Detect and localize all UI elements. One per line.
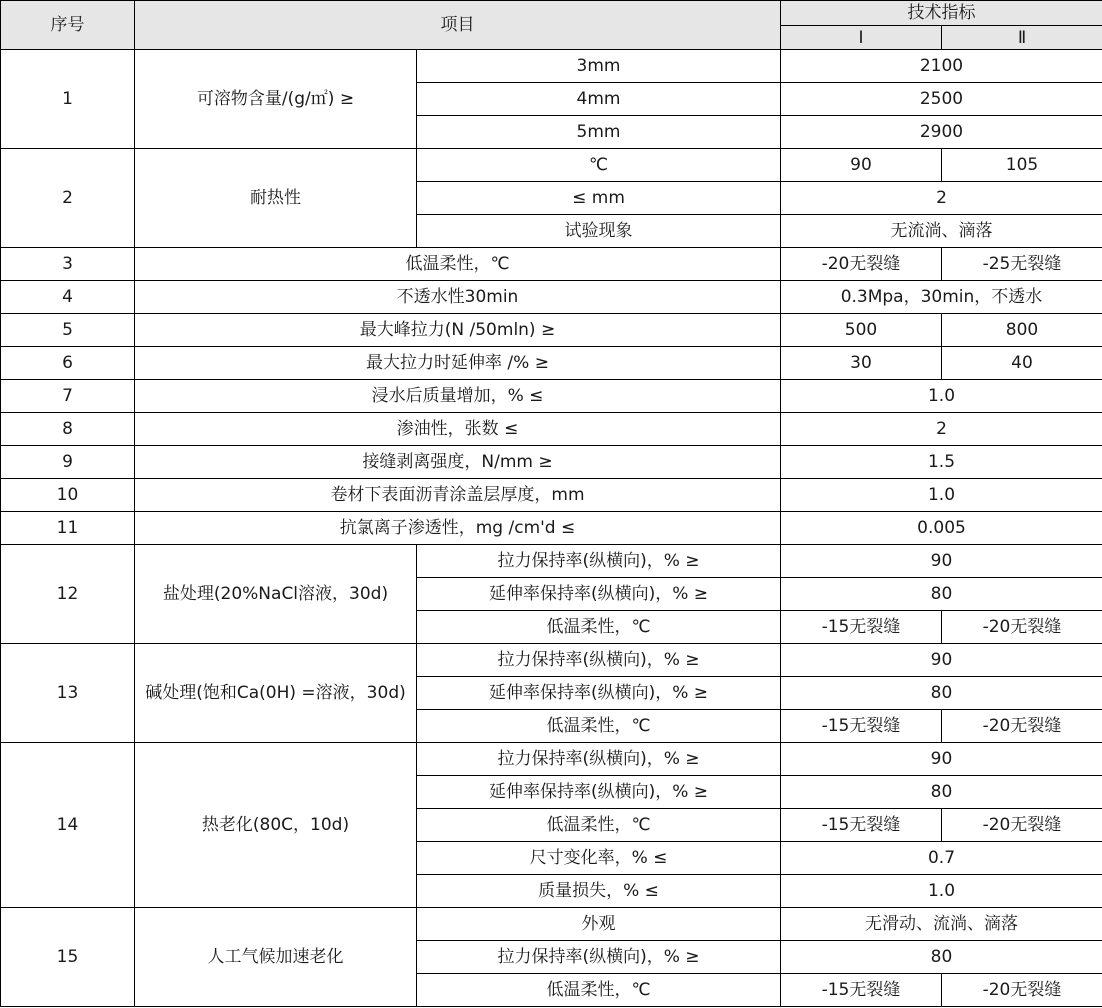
spec-value-grade-1: -20无裂缝 (781, 248, 942, 281)
sub-item-label: 低温柔性，℃ (417, 809, 781, 842)
spec-value-grade-2: -20无裂缝 (942, 710, 1102, 743)
table-row (1, 50, 1102, 83)
row-number: 12 (1, 545, 135, 644)
item-name: 耐热性 (135, 149, 417, 248)
item-name: 卷材下表面沥青涂盖层厚度，mm (135, 479, 781, 512)
header-spec: 技术指标 (781, 1, 1102, 26)
item-name: 碱处理(饱和Ca(0H) =溶液，30d) (135, 644, 417, 743)
row-number: 15 (1, 908, 135, 1007)
item-name: 接缝剥离强度，N/mm ≥ (135, 446, 781, 479)
row-number: 1 (1, 50, 135, 149)
spec-value-grade-1: -15无裂缝 (781, 710, 942, 743)
spec-value: 2 (781, 182, 1102, 215)
row-number: 6 (1, 347, 135, 380)
spec-value: 2100 (781, 50, 1102, 83)
spec-value: 80 (781, 578, 1102, 611)
spec-value-grade-1: -15无裂缝 (781, 974, 942, 1007)
sub-item-label: 延伸率保持率(纵横向)，% ≥ (417, 578, 781, 611)
item-name: 盐处理(20%NaCl溶液，30d) (135, 545, 417, 644)
row-number: 14 (1, 743, 135, 908)
header-row (1, 1, 1102, 26)
sub-item-label: 4mm (417, 83, 781, 116)
spec-value: 80 (781, 776, 1102, 809)
spec-value-grade-2: -20无裂缝 (942, 974, 1102, 1007)
row-number: 10 (1, 479, 135, 512)
spec-value: 90 (781, 545, 1102, 578)
spec-value: 1.5 (781, 446, 1102, 479)
sub-item-label: 低温柔性，℃ (417, 710, 781, 743)
sub-item-label: 拉力保持率(纵横向)，% ≥ (417, 545, 781, 578)
spec-value: 无流淌、滴落 (781, 215, 1102, 248)
row-number: 13 (1, 644, 135, 743)
spec-value: 90 (781, 743, 1102, 776)
spec-value: 1.0 (781, 479, 1102, 512)
sub-item-label: ≤ mm (417, 182, 781, 215)
table-row (1, 743, 1102, 776)
table-row (1, 281, 1102, 314)
item-name: 浸水后质量增加，% ≤ (135, 380, 781, 413)
item-name: 低温柔性，℃ (135, 248, 781, 281)
table-row (1, 314, 1102, 347)
spec-value-grade-2: -25无裂缝 (942, 248, 1102, 281)
row-number: 9 (1, 446, 135, 479)
header-item: 项目 (135, 1, 781, 50)
spec-value: 2900 (781, 116, 1102, 149)
sub-item-label: 低温柔性，℃ (417, 974, 781, 1007)
spec-value: 1.0 (781, 875, 1102, 908)
spec-value: 2 (781, 413, 1102, 446)
spec-value-grade-2: 40 (942, 347, 1102, 380)
spec-value-grade-1: -15无裂缝 (781, 611, 942, 644)
row-number: 2 (1, 149, 135, 248)
row-number: 3 (1, 248, 135, 281)
item-name: 可溶物含量/(g/㎡) ≥ (135, 50, 417, 149)
row-number: 7 (1, 380, 135, 413)
spec-value-grade-2: -20无裂缝 (942, 611, 1102, 644)
table-row (1, 380, 1102, 413)
sub-item-label: 质量损失，% ≤ (417, 875, 781, 908)
table-row (1, 446, 1102, 479)
item-name: 热老化(80C，10d) (135, 743, 417, 908)
table-row (1, 512, 1102, 545)
table-row (1, 545, 1102, 578)
item-name: 最大峰拉力(N /50mln) ≥ (135, 314, 781, 347)
sub-item-label: 外观 (417, 908, 781, 941)
sub-item-label: 拉力保持率(纵横向)，% ≥ (417, 743, 781, 776)
item-name: 不透水性30min (135, 281, 781, 314)
row-number: 11 (1, 512, 135, 545)
item-name: 最大拉力时延伸率 /% ≥ (135, 347, 781, 380)
table-row (1, 413, 1102, 446)
spec-value: 2500 (781, 83, 1102, 116)
spec-value: 0.7 (781, 842, 1102, 875)
row-number: 5 (1, 314, 135, 347)
header-grade-2: Ⅱ (942, 26, 1102, 50)
spec-value-grade-1: -15无裂缝 (781, 809, 942, 842)
spec-value: 90 (781, 644, 1102, 677)
sub-item-label: 3mm (417, 50, 781, 83)
row-number: 8 (1, 413, 135, 446)
item-name: 渗油性，张数 ≤ (135, 413, 781, 446)
spec-value: 无滑动、流淌、滴落 (781, 908, 1102, 941)
header-no: 序号 (1, 1, 135, 50)
spec-value-grade-1: 90 (781, 149, 942, 182)
spec-value: 0.3Mpa，30min，不透水 (781, 281, 1102, 314)
sub-item-label: 试验现象 (417, 215, 781, 248)
header-grade-1: Ⅰ (781, 26, 942, 50)
spec-value: 1.0 (781, 380, 1102, 413)
table-row (1, 347, 1102, 380)
table-row (1, 149, 1102, 182)
sub-item-label: 延伸率保持率(纵横向)，% ≥ (417, 776, 781, 809)
row-number: 4 (1, 281, 135, 314)
spec-value-grade-2: -20无裂缝 (942, 809, 1102, 842)
spec-value: 80 (781, 941, 1102, 974)
spec-value-grade-1: 30 (781, 347, 942, 380)
spec-value-grade-2: 800 (942, 314, 1102, 347)
table-row (1, 479, 1102, 512)
spec-value-grade-1: 500 (781, 314, 942, 347)
table-body (1, 50, 1102, 1007)
table-row (1, 908, 1102, 941)
table-header (1, 1, 1102, 50)
spec-value-grade-2: 105 (942, 149, 1102, 182)
sub-item-label: 拉力保持率(纵横向)，% ≥ (417, 941, 781, 974)
sub-item-label: 低温柔性，℃ (417, 611, 781, 644)
table-row (1, 644, 1102, 677)
table-row (1, 248, 1102, 281)
sub-item-label: 尺寸变化率，% ≤ (417, 842, 781, 875)
item-name: 抗氯离子渗透性，mg /cm'd ≤ (135, 512, 781, 545)
sub-item-label: 延伸率保持率(纵横向)，% ≥ (417, 677, 781, 710)
item-name: 人工气候加速老化 (135, 908, 417, 1007)
sub-item-label: 5mm (417, 116, 781, 149)
sub-item-label: 拉力保持率(纵横向)，% ≥ (417, 644, 781, 677)
spec-value: 0.005 (781, 512, 1102, 545)
sub-item-label: ℃ (417, 149, 781, 182)
spec-value: 80 (781, 677, 1102, 710)
